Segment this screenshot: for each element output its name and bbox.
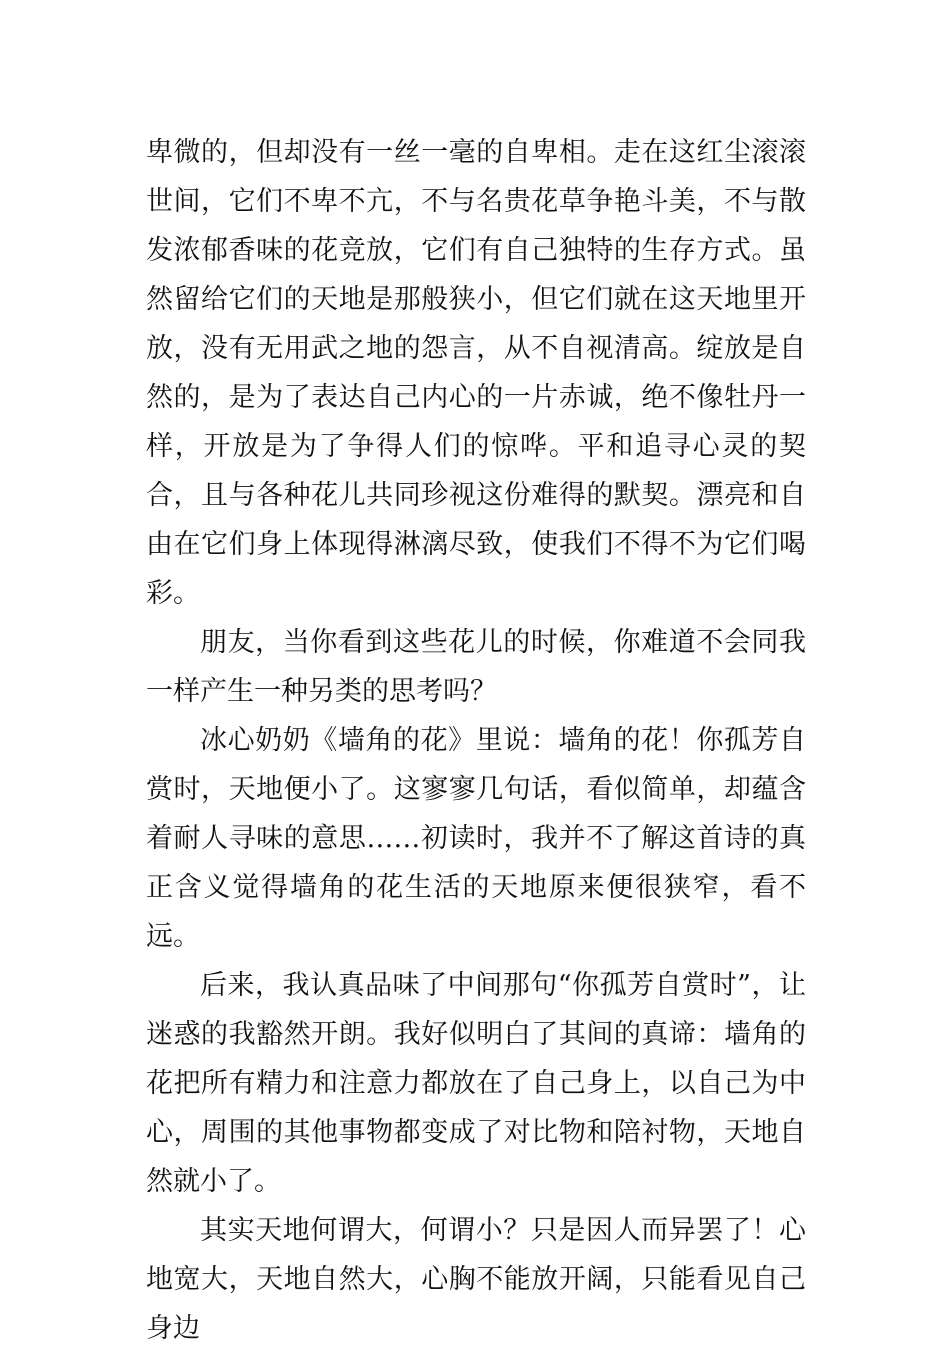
paragraph-continuation: 卑微的，但却没有一丝一毫的自卑相。走在这红尘滚滚世间，它们不卑不亢，不与名贵花草争艳斗美，不与散发浓郁香味的花竞放，它们有自己独特的生存方式。虽然留给它们的天地是那般狭小，但它们就在这天地里开放，没有无用武之地的怨言，从不自视清高。绽放是自然的，是为了表达自己内心的一片赤诚，绝不像牡丹一样，开放是为了争得人们的惊哗。平和追寻心灵的契合，且与各种花儿共同珍视这份难得的默契。漂亮和自由在它们身上体现得淋漓尽致，使我们不得不为它们喝彩。	[146, 137, 806, 609]
paragraph-reflection: 后来，我认真品味了中间那句“你孤芳自赏时”，让迷惑的我豁然开朗。我好似明白了其间的真谛：墙角的花把所有精力和注意力都放在了自己身上，以自己为中心，周围的其他事物都变成了对比物和陪衬物，天地自然就小了。	[146, 970, 806, 1197]
paragraph-conclusion: 其实天地何谓大，何谓小？只是因人而异罢了！心地宽大，天地自然大，心胸不能放开阔，只能看见自己身边	[146, 1215, 806, 1344]
document-body	[146, 128, 806, 1353]
paragraph-friend-question: 朋友，当你看到这些花儿的时候，你难道不会同我一样产生一种另类的思考吗？	[146, 627, 806, 707]
paragraph-bingxin-quote: 冰心奶奶《墙角的花》里说：墙角的花！你孤芳自赏时，天地便小了。这寥寥几句话，看似简单，却蕴含着耐人寻味的意思……初读时，我并不了解这首诗的真正含义觉得墙角的花生活的天地原来便很狭窄，看不远。	[146, 725, 806, 952]
